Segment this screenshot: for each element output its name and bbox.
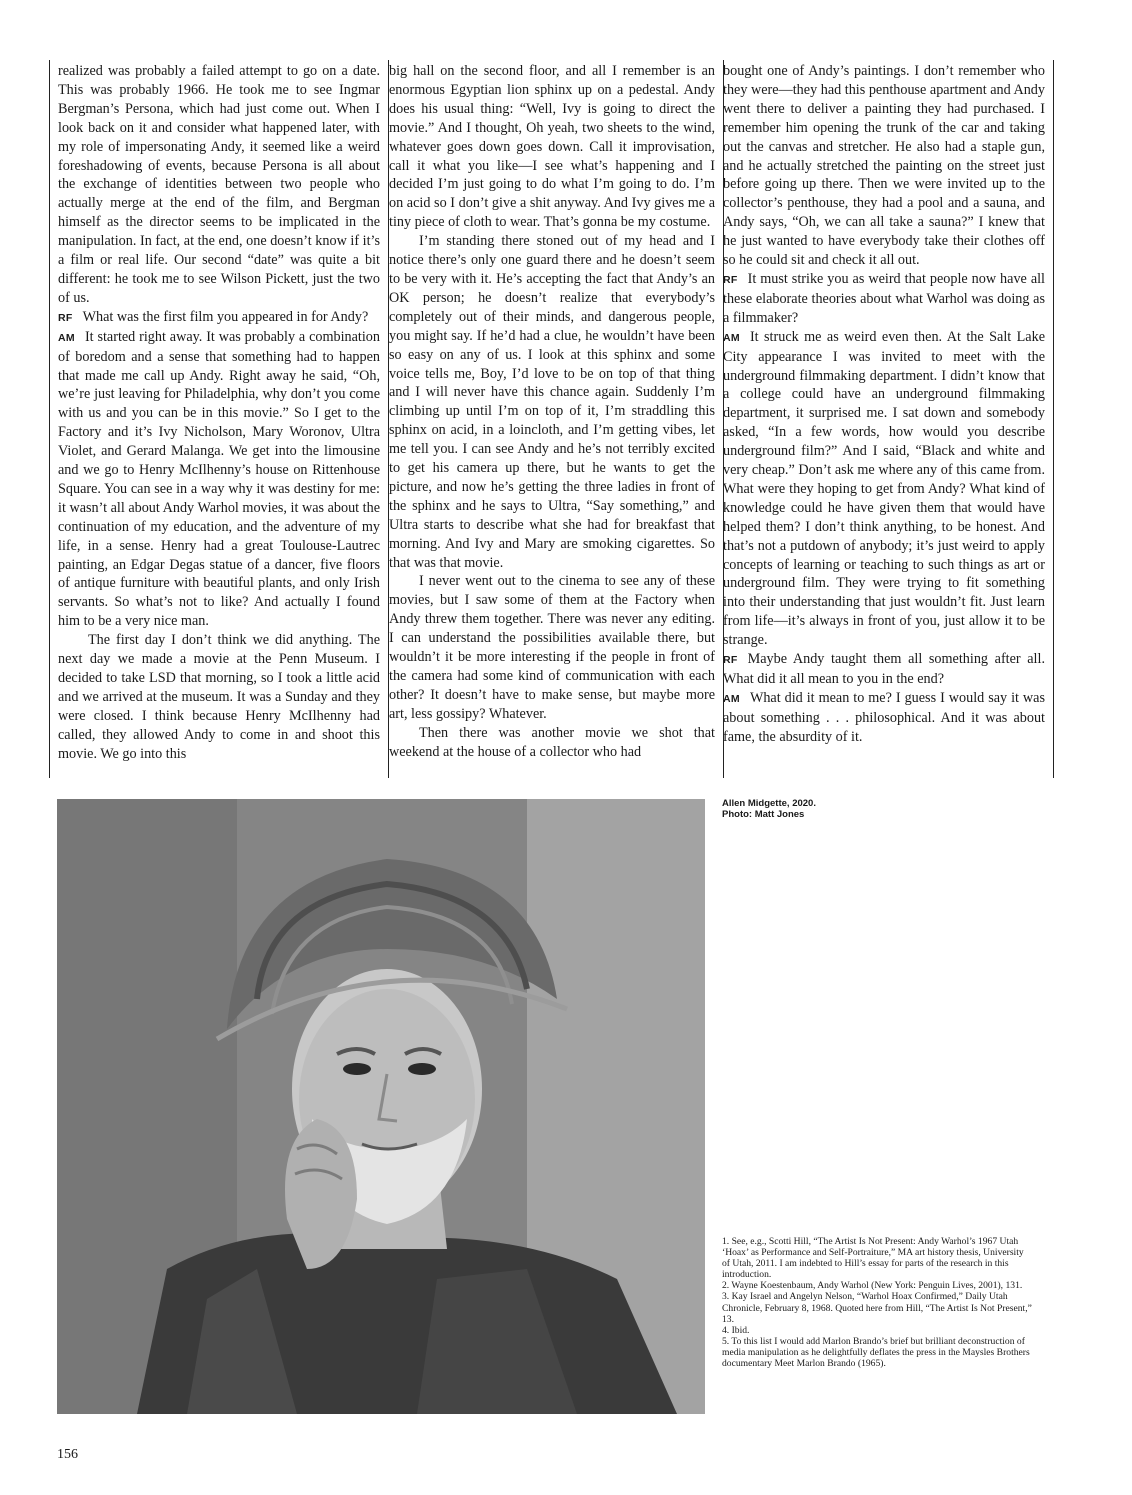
- footnotes: [722, 1236, 1034, 1369]
- text-column-3: [715, 60, 1054, 778]
- paragraph: RF Maybe Andy taught them all something after all. What did it all mean to you in the end?: [723, 651, 1045, 687]
- text-column-1: [49, 60, 389, 778]
- footnote: 5. To this list I would add Marlon Brando’s brief but brilliant deconstruction of media manipulation as he delightfully deflates the press in the Maysles Brothers documentary Meet Marlon Brando (1965).: [722, 1335, 1030, 1370]
- caption-credit: Photo: Matt Jones: [722, 809, 805, 820]
- paragraph: RF What was the first film you appeared in for Andy?: [58, 308, 369, 325]
- speaker-label: AM: [723, 692, 740, 705]
- speaker-label: RF: [723, 273, 738, 286]
- paragraph: realized was probably a failed attempt to go on a date. This was probably 1966. He took me to see Ingmar Bergman’s Persona, which had just come out. When I look back on it and consider what happened later, with my role of impersonating Andy, it seemed like a weird foreshadowing of events, because Persona is all about the exchange of identities between two people who actually merge at the end of the film, and Bergman himself as the director seems to be implicated in the manipulation. In fact, at the end, one doesn’t know if it’s a film or real life. Our second “date” was quite a bit different: he took me to see Wilson Pickett, just the two of us.: [58, 63, 380, 306]
- footnote: 2. Wayne Koestenbaum, Andy Warhol (New York: Penguin Lives, 2001), 131.: [722, 1280, 1023, 1292]
- footnote: 3. Kay Israel and Angelyn Nelson, “Warhol Hoax Confirmed,” Daily Utah Chronicle, February 8, 1968. Quoted here from Hill, “The Artist Is Not Present,” 13.: [722, 1291, 1032, 1325]
- speaker-label: RF: [723, 654, 738, 667]
- paragraph: AM What did it mean to me? I guess I would say it was about something . . . philosophical. And it was about fame, the absurdity of it.: [723, 689, 1045, 745]
- speaker-label: AM: [723, 331, 740, 344]
- portrait-illustration: [57, 799, 705, 1414]
- photo-caption: [722, 798, 882, 820]
- paragraph: The first day I don’t think we did anything. The next day we made a movie at the Penn Museum. I decided to take LSD that morning, so I took a little acid and we arrived at the museum. It was a Sunday and they were closed. I think because Henry McIlhenny had called, they allowed Andy to come in and shoot this movie. We go into this: [58, 632, 380, 762]
- footnote: 1. See, e.g., Scotti Hill, “The Artist Is Not Present: Andy Warhol’s 1967 Utah ‘Hoax’ as Performance and Self-Portraiture,” MA art history thesis, University of Utah, 2011. I am indebted to Hill’s essay for parts of the research in this introduction.: [722, 1236, 1024, 1281]
- page-number: 156: [57, 1447, 78, 1462]
- text-column-2: [381, 60, 724, 778]
- paragraph: I’m standing there stoned out of my head and I notice there’s only one guard there and he doesn’t seem to be very with it. He’s accepting the fact that Andy’s an OK person; he doesn’t realize that everybody’s completely out of their minds, and dangerous people, you might say. If he’d had a clue, he wouldn’t have been so easy on any of us. I look at this sphinx and some voice tells me, Boy, I’d love to be on top of that thing and I will never have this chance again. Suddenly I’m climbing up until I’m on top of it, I’m straddling this sphinx on acid, in a loincloth, and I’m getting vibes, let me tell you. I can see Andy and he’s not terribly excited to get his camera up there, but he wants to get the picture, and now he’s getting the three ladies in front of the sphinx and he says to Ultra, “Say something,” and Ultra starts to describe what she had for breakfast that morning. And Ivy and Mary are smoking cigarettes. So that was that movie.: [389, 233, 715, 571]
- footnote: 4. Ibid.: [722, 1324, 750, 1336]
- speaker-label: AM: [58, 331, 75, 344]
- caption-title: Allen Midgette, 2020.: [722, 798, 816, 809]
- paragraph: AM It struck me as weird even then. At the Salt Lake City appearance I was invited to meet with the underground filmmaking department. I didn’t know that a college could have an underground filmmaking department, it surprised me. I sat down and somebody asked, “In a few words, how would you describe underground film?” And I said, “Black and white and very cheap.” Don’t ask me where any of this came from. What were they hoping to get from Andy? What kind of knowledge could he have given them that would have helped them? I don’t think anything, to be honest. And that’s not a putdown of anybody; it’s just weird to apply concepts of learning or teaching to such things as art or underground film. They were trying to fit something into their understanding that just wouldn’t fit. Just learn from life—it’s always in front of you, just allow it to be strange.: [723, 328, 1045, 649]
- paragraph: RF It must strike you as weird that people now have all these elaborate theories about what Warhol was doing as a filmmaker?: [723, 270, 1045, 326]
- paragraph: big hall on the second floor, and all I remember is an enormous Egyptian lion sphinx up on a pedestal. Andy does his usual thing: “Well, Ivy is going to direct the movie.” And I thought, Oh yeah, two sheets to the wind, whatever goes down goes down. Call it improvisation, call it what you like—I see what’s happening and I decided I’m just going to do what I’m going to do. I’m on acid so I don’t give a shit anyway. And Ivy gives me a tiny piece of cloth to wear. That’s gonna be my costume.: [389, 63, 715, 231]
- paragraph: bought one of Andy’s paintings. I don’t remember who they were—they had this penthouse apartment and Andy went there to deliver a painting they had purchased. I remember him opening the trunk of the car and taking out the canvas and stretcher. He also had a staple gun, and he actually stretched the painting on the street just before going up there. Then we were invited up to the collector’s penthouse, they had a pool and a sauna, and Andy says, “Oh, we can all take a sauna?” I knew that he just wanted to have everybody take their clothes off so he could sit and check it all out.: [723, 63, 1045, 269]
- portrait-photo: [57, 799, 705, 1414]
- speaker-label: RF: [58, 311, 73, 324]
- paragraph: I never went out to the cinema to see any of these movies, but I saw some of them at the Factory when Andy threw them together. There was never any editing. I can understand the possibilities available there, but wouldn’t it be more interesting if the people in front of the camera had some kind of communication with each other? It doesn’t have to make sense, but maybe more art, less gossipy? Whatever.: [389, 573, 715, 722]
- paragraph: Then there was another movie we shot that weekend at the house of a collector who had: [389, 724, 715, 760]
- paragraph: AM It started right away. It was probably a combination of boredom and a sense that something had to happen that made me call up Andy. Right away he said, “Oh, we’re just leaving for Philadelphia, why don’t you come with us and you can be in this movie.” So I get to the Factory and it’s Ivy Nicholson, Mary Woronov, Ultra Violet, and Gerard Malanga. We get into the limousine and we go to Henry McIlhenny’s house on Rittenhouse Square. You can see in a way why it was destiny for me: it wasn’t all about Andy Warhol movies, it was about the continuation of my education, and the adventure of my life, in a sense. Henry had a great Toulouse-Lautrec painting, an Edgar Degas statue of a dancer, five floors of antique furniture with beautiful plants, and only Irish servants. So what’s not to like? And actually I found him to be a very nice man.: [58, 328, 380, 630]
